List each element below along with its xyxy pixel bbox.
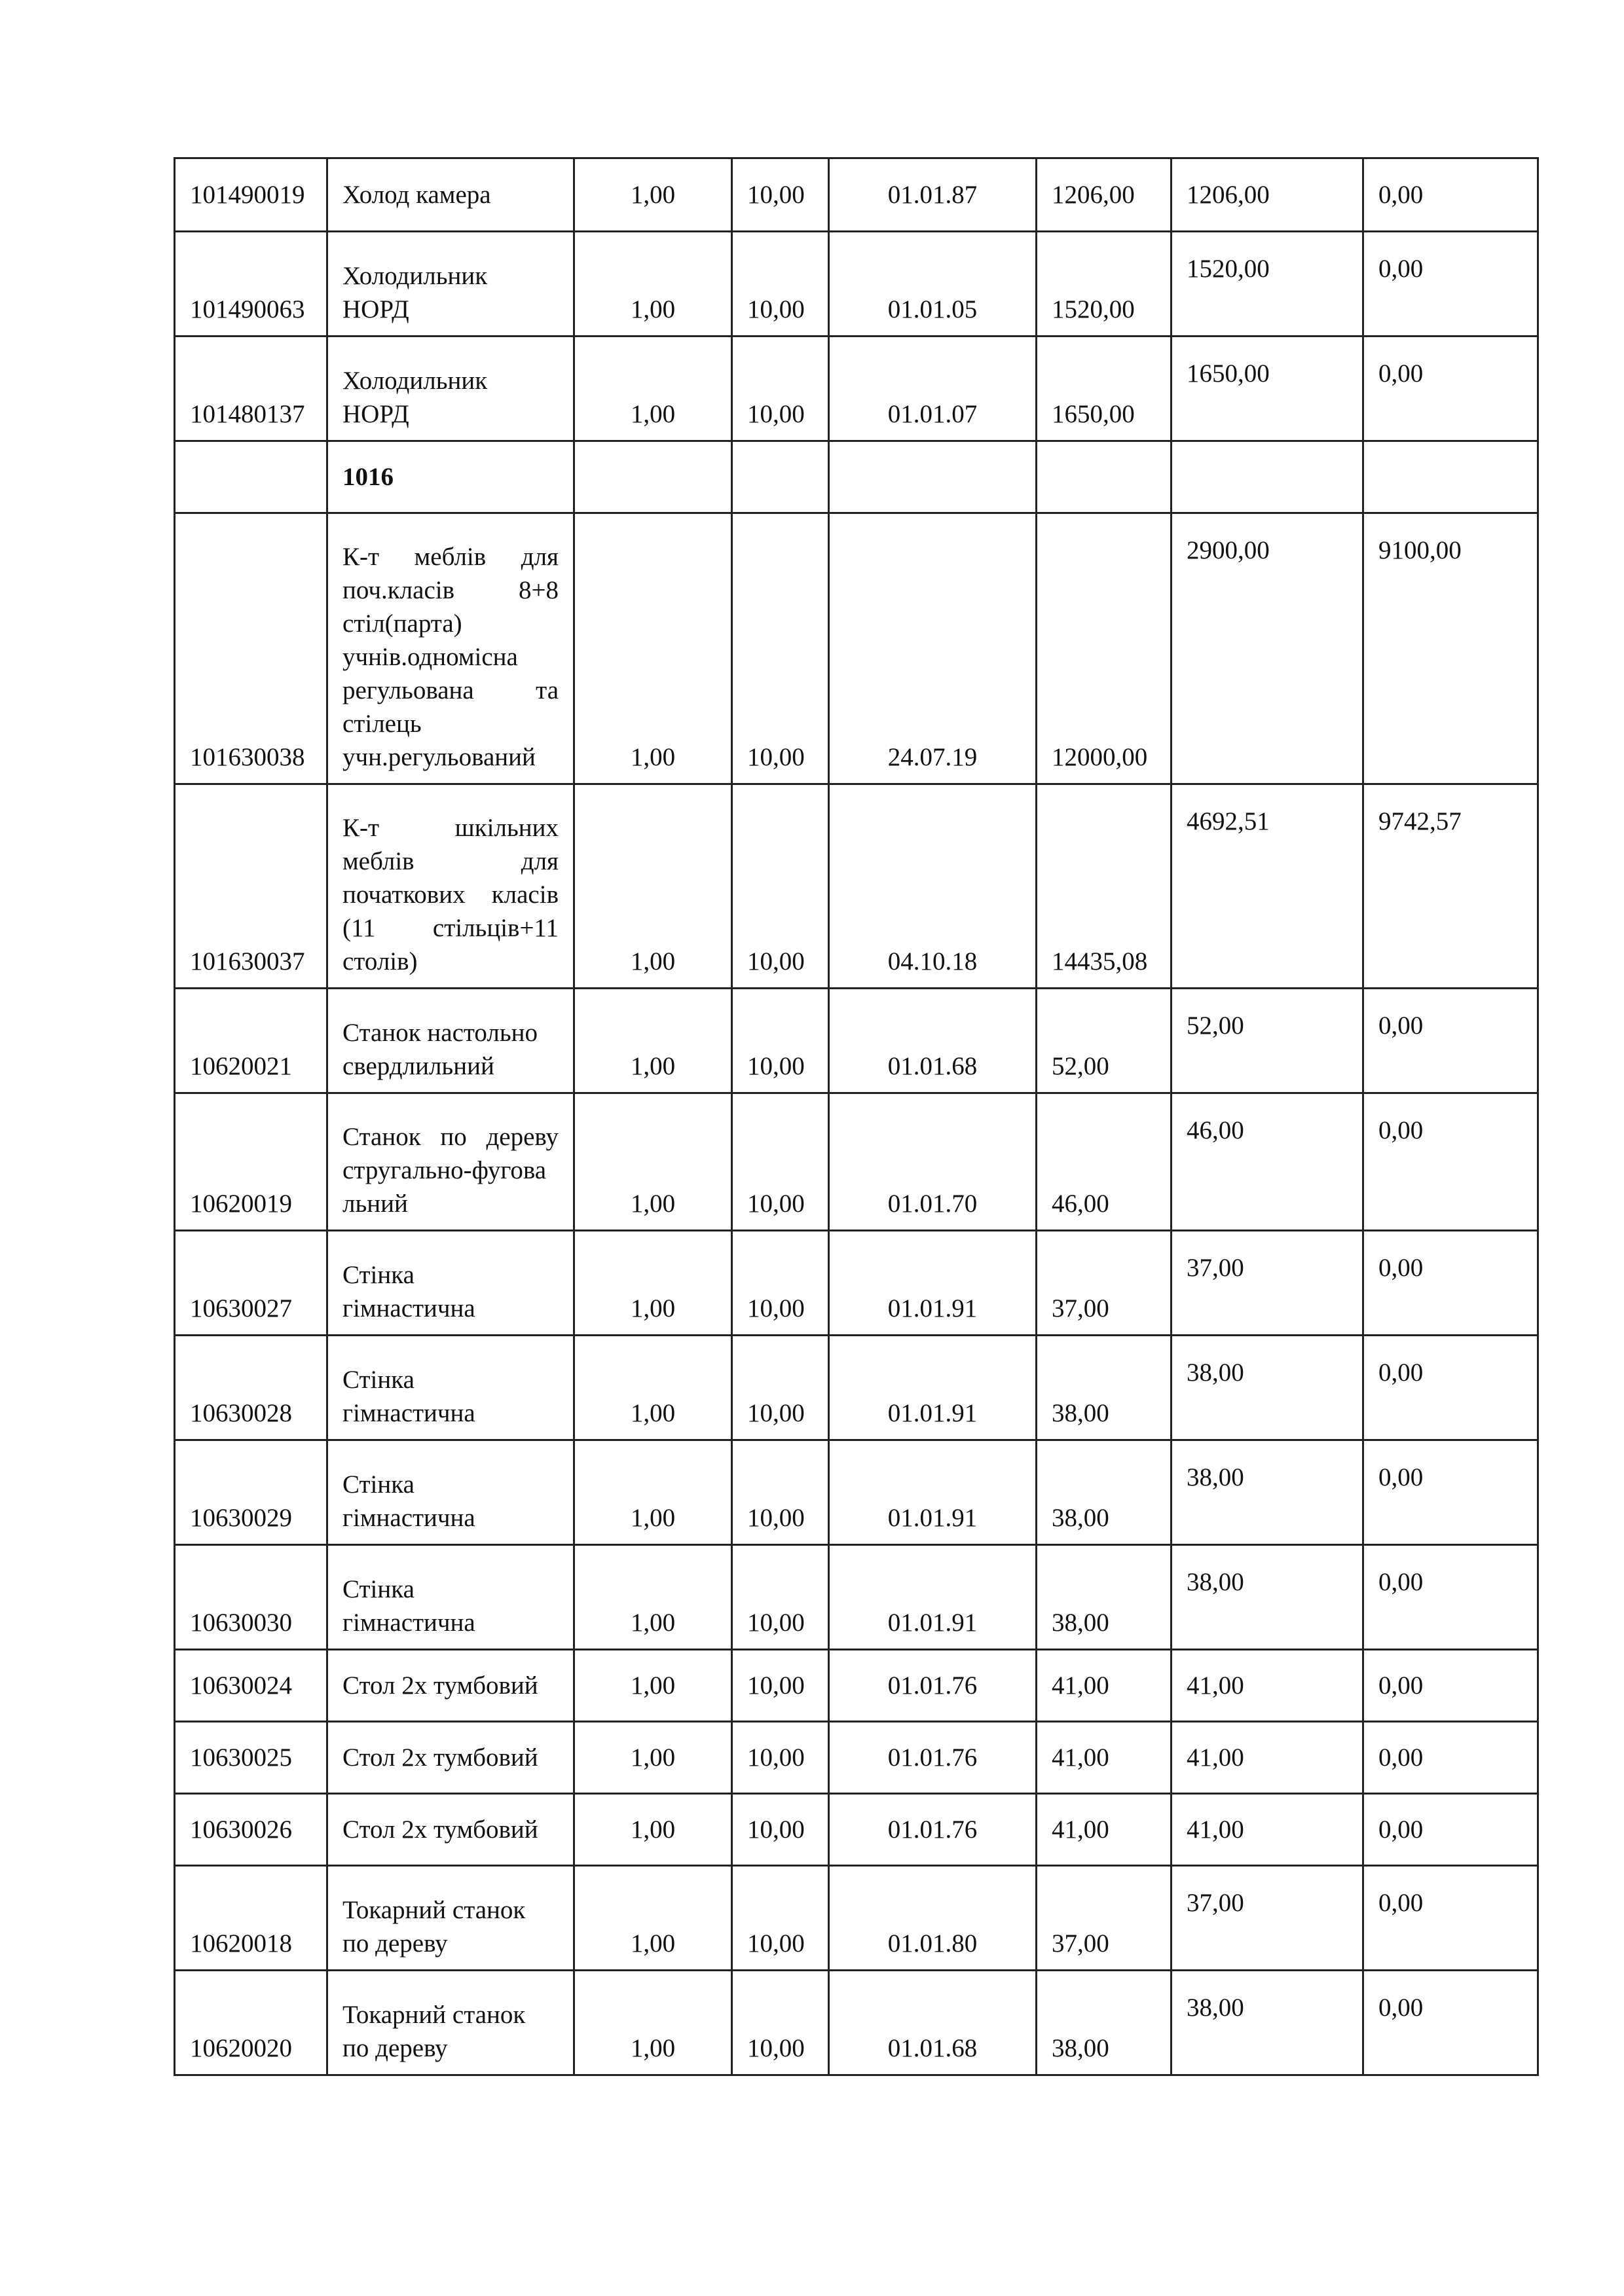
residual-value: 9100,00 — [1363, 513, 1538, 784]
inventory-number: 101490019 — [175, 158, 327, 232]
item-name-line: Станок настольно — [342, 1019, 538, 1047]
initial-cost: 1520,00 — [1037, 232, 1172, 337]
rate: 10,00 — [732, 158, 829, 232]
item-name-line: початкових класів — [342, 881, 559, 909]
quantity: 1,00 — [574, 158, 732, 232]
item-name-line: Токарний станок — [342, 2001, 526, 2029]
rate: 10,00 — [732, 1093, 829, 1231]
inventory-number: 10620019 — [175, 1093, 327, 1231]
item-name-line: стілець — [342, 710, 422, 738]
table-row — [175, 1440, 1538, 1545]
item-name-line: Холодильник — [342, 262, 488, 290]
table-row — [175, 337, 1538, 441]
item-name-line: НОРД — [342, 295, 409, 323]
depreciation: 41,00 — [1172, 1722, 1363, 1794]
date: 01.01.76 — [829, 1650, 1037, 1722]
quantity: 1,00 — [574, 1866, 732, 1971]
depreciation: 38,00 — [1172, 1971, 1363, 2075]
residual-value: 0,00 — [1363, 1650, 1538, 1722]
item-name-line: (11 стільців+11 — [342, 914, 559, 942]
inventory-number: 10630030 — [175, 1545, 327, 1650]
table-row — [175, 1336, 1538, 1440]
depreciation: 37,00 — [1172, 1866, 1363, 1971]
depreciation: 41,00 — [1172, 1794, 1363, 1866]
item-name — [327, 1650, 574, 1722]
table-row — [175, 1722, 1538, 1794]
item-name — [327, 158, 574, 232]
item-name — [327, 232, 574, 337]
quantity: 1,00 — [574, 1650, 732, 1722]
rate: 10,00 — [732, 1971, 829, 2075]
residual-value: 0,00 — [1363, 337, 1538, 441]
date: 01.01.87 — [829, 158, 1037, 232]
item-name-line: Стінка — [342, 1470, 415, 1499]
date: 01.01.70 — [829, 1093, 1037, 1231]
item-name-line: столів) — [342, 947, 418, 975]
item-name — [327, 1440, 574, 1545]
table-row — [175, 1650, 1538, 1722]
item-name-line: Стол 2х тумбовий — [342, 1815, 538, 1844]
inventory-number: 101490063 — [175, 232, 327, 337]
quantity: 1,00 — [574, 1545, 732, 1650]
item-name-line: К-т шкільних — [342, 814, 559, 842]
item-name-line: К-т меблів для — [342, 543, 559, 571]
empty-cell — [1172, 441, 1363, 513]
depreciation: 37,00 — [1172, 1231, 1363, 1336]
rate: 10,00 — [732, 1545, 829, 1650]
item-name-line: Токарний станок — [342, 1896, 526, 1924]
rate: 10,00 — [732, 513, 829, 784]
table-row — [175, 1866, 1538, 1971]
item-name-line: стругально-фугова — [342, 1156, 547, 1184]
empty-cell — [1037, 441, 1172, 513]
initial-cost: 37,00 — [1037, 1866, 1172, 1971]
empty-cell — [732, 441, 829, 513]
item-name-line: НОРД — [342, 400, 409, 428]
item-name-line: меблів для — [342, 847, 559, 875]
item-name — [327, 1794, 574, 1866]
initial-cost: 12000,00 — [1037, 513, 1172, 784]
inventory-number: 101480137 — [175, 337, 327, 441]
initial-cost: 1650,00 — [1037, 337, 1172, 441]
inventory-number: 10630027 — [175, 1231, 327, 1336]
initial-cost: 1206,00 — [1037, 158, 1172, 232]
quantity: 1,00 — [574, 513, 732, 784]
depreciation: 1650,00 — [1172, 337, 1363, 441]
item-name-line: Холод камера — [342, 181, 491, 209]
residual-value: 0,00 — [1363, 1794, 1538, 1866]
initial-cost: 46,00 — [1037, 1093, 1172, 1231]
item-name-line: Стол 2х тумбовий — [342, 1671, 538, 1700]
rate: 10,00 — [732, 1794, 829, 1866]
residual-value: 0,00 — [1363, 1722, 1538, 1794]
rate: 10,00 — [732, 1722, 829, 1794]
initial-cost: 38,00 — [1037, 1545, 1172, 1650]
quantity: 1,00 — [574, 1971, 732, 2075]
initial-cost: 38,00 — [1037, 1336, 1172, 1440]
item-name-line: гімнастична — [342, 1399, 475, 1427]
item-name-line: Стінка — [342, 1366, 415, 1394]
rate: 10,00 — [732, 1231, 829, 1336]
depreciation: 4692,51 — [1172, 784, 1363, 989]
quantity: 1,00 — [574, 337, 732, 441]
residual-value: 0,00 — [1363, 1231, 1538, 1336]
rate: 10,00 — [732, 784, 829, 989]
residual-value: 0,00 — [1363, 158, 1538, 232]
item-name-line: гімнастична — [342, 1504, 475, 1532]
initial-cost: 52,00 — [1037, 989, 1172, 1093]
depreciation: 2900,00 — [1172, 513, 1363, 784]
inventory-number: 10620020 — [175, 1971, 327, 2075]
date: 01.01.68 — [829, 989, 1037, 1093]
quantity: 1,00 — [574, 1440, 732, 1545]
item-name-line: гімнастична — [342, 1294, 475, 1322]
table-row — [175, 1971, 1538, 2075]
item-name-line: свердлильний — [342, 1052, 494, 1080]
item-name-line: регульована та — [342, 676, 559, 704]
item-name-line: поч.класів 8+8 — [342, 576, 559, 604]
item-name-line: по дереву — [342, 2034, 448, 2062]
inventory-number: 10630025 — [175, 1722, 327, 1794]
date: 01.01.91 — [829, 1545, 1037, 1650]
inventory-table — [174, 157, 1539, 2076]
empty-cell — [829, 441, 1037, 513]
rate: 10,00 — [732, 1440, 829, 1545]
inventory-number: 10620018 — [175, 1866, 327, 1971]
depreciation: 52,00 — [1172, 989, 1363, 1093]
item-name — [327, 513, 574, 784]
table-row — [175, 513, 1538, 784]
quantity: 1,00 — [574, 784, 732, 989]
item-name-line: учнів.одномісна — [342, 643, 518, 671]
initial-cost: 38,00 — [1037, 1440, 1172, 1545]
residual-value: 0,00 — [1363, 1971, 1538, 2075]
empty-cell — [1363, 441, 1538, 513]
depreciation: 38,00 — [1172, 1545, 1363, 1650]
item-name-line: стіл(парта) — [342, 610, 462, 638]
item-name-line: Станок по дереву — [342, 1123, 559, 1151]
date: 01.01.76 — [829, 1794, 1037, 1866]
quantity: 1,00 — [574, 232, 732, 337]
date: 01.01.76 — [829, 1722, 1037, 1794]
item-name — [327, 1866, 574, 1971]
empty-cell — [574, 441, 732, 513]
residual-value: 0,00 — [1363, 989, 1538, 1093]
quantity: 1,00 — [574, 1093, 732, 1231]
depreciation: 41,00 — [1172, 1650, 1363, 1722]
depreciation: 38,00 — [1172, 1440, 1363, 1545]
initial-cost: 41,00 — [1037, 1650, 1172, 1722]
rate: 10,00 — [732, 1650, 829, 1722]
quantity: 1,00 — [574, 1336, 732, 1440]
document-page — [174, 157, 1539, 2076]
depreciation: 1206,00 — [1172, 158, 1363, 232]
date: 01.01.07 — [829, 337, 1037, 441]
inventory-number: 10620021 — [175, 989, 327, 1093]
residual-value: 0,00 — [1363, 1336, 1538, 1440]
code-cell — [175, 441, 327, 513]
inventory-number: 10630029 — [175, 1440, 327, 1545]
quantity: 1,00 — [574, 1231, 732, 1336]
rate: 10,00 — [732, 1336, 829, 1440]
depreciation: 38,00 — [1172, 1336, 1363, 1440]
table-row — [175, 1231, 1538, 1336]
date: 24.07.19 — [829, 513, 1037, 784]
residual-value: 0,00 — [1363, 1545, 1538, 1650]
item-name-line: учн.регульований — [342, 743, 536, 771]
date: 01.01.91 — [829, 1440, 1037, 1545]
item-name-line: льний — [342, 1190, 408, 1218]
table-row — [175, 989, 1538, 1093]
initial-cost: 37,00 — [1037, 1231, 1172, 1336]
initial-cost: 41,00 — [1037, 1722, 1172, 1794]
quantity: 1,00 — [574, 989, 732, 1093]
item-name — [327, 784, 574, 989]
item-name-line: Холодильник — [342, 367, 488, 395]
item-name-line: Стол 2х тумбовий — [342, 1743, 538, 1772]
depreciation: 46,00 — [1172, 1093, 1363, 1231]
initial-cost: 14435,08 — [1037, 784, 1172, 989]
date: 01.01.91 — [829, 1231, 1037, 1336]
initial-cost: 41,00 — [1037, 1794, 1172, 1866]
initial-cost: 38,00 — [1037, 1971, 1172, 2075]
inventory-number: 101630037 — [175, 784, 327, 989]
date: 01.01.05 — [829, 232, 1037, 337]
item-name — [327, 1093, 574, 1231]
item-name — [327, 989, 574, 1093]
rate: 10,00 — [732, 337, 829, 441]
item-name — [327, 1545, 574, 1650]
group-label: 1016 — [327, 441, 574, 513]
item-name — [327, 1722, 574, 1794]
depreciation: 1520,00 — [1172, 232, 1363, 337]
item-name — [327, 337, 574, 441]
item-name-line: по дереву — [342, 1929, 448, 1958]
inventory-number: 10630028 — [175, 1336, 327, 1440]
item-name — [327, 1231, 574, 1336]
rate: 10,00 — [732, 1866, 829, 1971]
item-name — [327, 1336, 574, 1440]
date: 04.10.18 — [829, 784, 1037, 989]
date: 01.01.68 — [829, 1971, 1037, 2075]
residual-value: 0,00 — [1363, 1093, 1538, 1231]
item-name-line: Стінка — [342, 1261, 415, 1289]
date: 01.01.80 — [829, 1866, 1037, 1971]
rate: 10,00 — [732, 232, 829, 337]
item-name — [327, 1971, 574, 2075]
item-name-line: Стінка — [342, 1575, 415, 1603]
item-name-line: гімнастична — [342, 1609, 475, 1637]
table-row — [175, 1093, 1538, 1231]
residual-value: 0,00 — [1363, 1440, 1538, 1545]
quantity: 1,00 — [574, 1722, 732, 1794]
table-row — [175, 158, 1538, 232]
quantity: 1,00 — [574, 1794, 732, 1866]
table-row — [175, 232, 1538, 337]
table-row — [175, 1545, 1538, 1650]
residual-value: 0,00 — [1363, 232, 1538, 337]
rate: 10,00 — [732, 989, 829, 1093]
residual-value: 9742,57 — [1363, 784, 1538, 989]
table-row — [175, 784, 1538, 989]
inventory-number: 101630038 — [175, 513, 327, 784]
table-row — [175, 1794, 1538, 1866]
residual-value: 0,00 — [1363, 1866, 1538, 1971]
group-row — [175, 441, 1538, 513]
date: 01.01.91 — [829, 1336, 1037, 1440]
inventory-number: 10630024 — [175, 1650, 327, 1722]
inventory-number: 10630026 — [175, 1794, 327, 1866]
